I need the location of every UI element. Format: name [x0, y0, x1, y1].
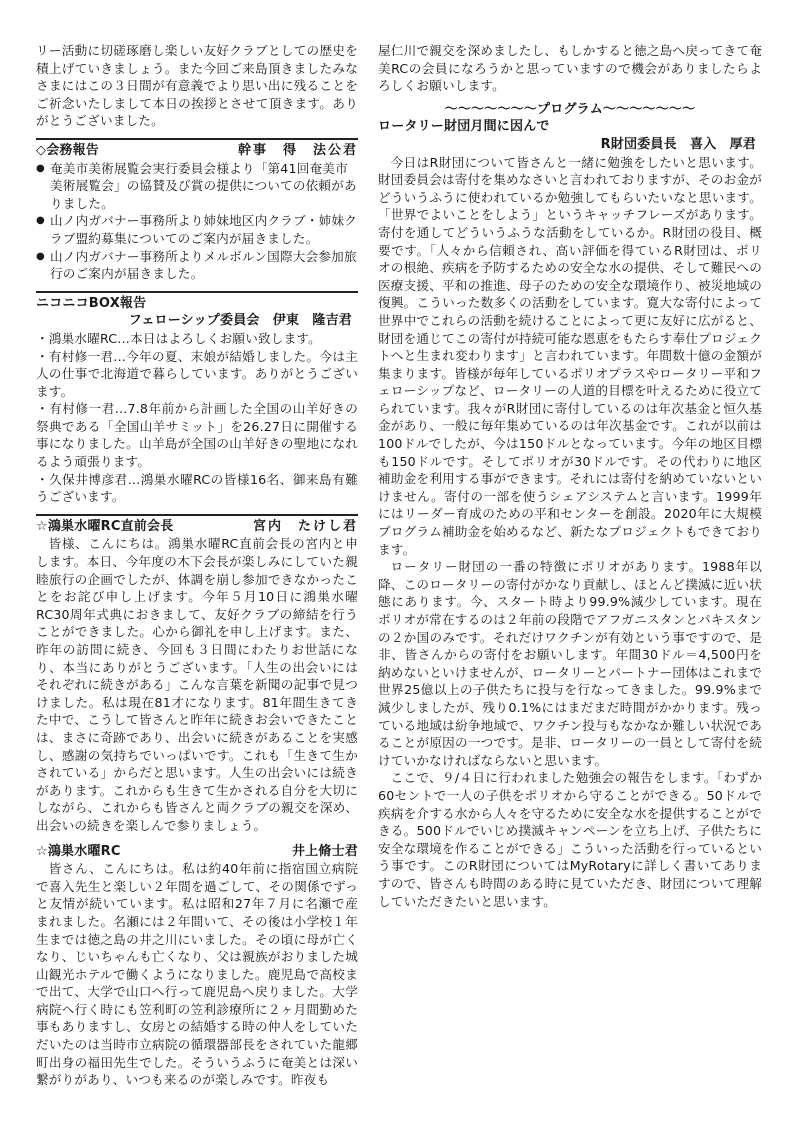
list-item: ● 山ノ内ガバナー事務所よりメルボルン国際大会参加旅行のご案内が届きました。 [36, 248, 358, 283]
program-title: ロータリー財団月間に因んで [378, 119, 550, 135]
nikoniko-section [36, 291, 358, 506]
konosu-inoue-header [36, 843, 358, 861]
program-speaker: R財団委員長 喜入 厚君 [600, 136, 756, 152]
konosu-past-speaker: 宮内 たけし君 [252, 518, 358, 534]
left-column [36, 42, 358, 1089]
konosu-past-paragraph: 皆様、こんにちは。鴻巣水曜RC直前会長の宮内と申します。本日、今年度の木下会長が楽しみにしていた親睦旅行の企画でしたが、体調を崩し参加できなかったことをお詫び申し上げます。今年５月10日に鴻巣水曜RC30周年式典におきまして、友好クラブの締結を行うことができました。心から御礼を申し上げます。また、昨年の訪問に続き、今回も３日間にわたりお世話になり、本当にありがとうございます。「人生の出会いにはそれぞれに続きがある」こんな言葉を新聞の記事で見つけました。私は現在81才になります。81年間生きてきた中で、こうして皆さんと昨年に続きお会いできたことは、まさに奇跡であり、出会いに続きがあることを実感し、感謝の気持ちでいっぱいです。これも「生きて生かされている」からだと思います。人生の出会いには続きがあります。これからも生きて生かされる自分を大切にしながら、これからも皆さんと両クラブの親交を深め、出会いの続きを楽しんで参りましょう。 [36, 536, 358, 833]
konosu-past-section [36, 514, 358, 835]
list-item: ・有村修一君…7.8年前から計画した全国の山羊好きの祭典である「全国山羊サミット」を26.27日に開催する事になりました。山羊島が全国の山羊好きの聖地になれるよう頑張ります。 [36, 401, 358, 470]
program-paragraph-2: ロータリー財団の一番の特徴にポリオがあります。1988年以降、このロータリーの寄付がかなり貢献し、ほとんど撲滅に近い状態にあります。今、スタート時より99.9%減少しています。現在ポリオが常在するのは２年前の段階でアフガニスタンとパキスタンの２か国のみです。それだけワクチンが有効という事ですので、是非、皆さんからの寄付をお願いします。年間30ドル＝4,500円を納めないといけませんが、ロータリーとパートナー団体はこれまで世界25億以上の子供たちに投与を行なってきました。99.9%まで減少しましたが、残り0.1%にはまだまだ時間がかかります。残っている地域は紛争地域で、ワクチン投与もなかなか難しい状況であることが原因の一つです。是非、ロータリーの一員として寄付を続けていかなければならないと思います。 [378, 559, 762, 768]
right-column [378, 42, 762, 910]
program-paragraph-1: 今日はR財団について皆さんと一緒に勉強をしたいと思います。財団委員会は寄付を集めなさいと言われておりますが、そのお金がどういうふうに使われているか勉強してもらいたいなと思います。「世界でよいことをしよう」というキャッチフレーズがあります。寄付を通してどういうふうな活動をしているか。R財団の役目、概要です。「人々から信頼され、高い評価を得ているR財団は、ポリオの根絶、疾病を予防するための安全な水の提供、そして難民への医療支援、平和の推進、母子のための安全な環境作り、被災地域の復興。こういった数多くの活動をしています。寛大な寄付によって世界中でこれらの活動を続けることによって更に友好に広がると、財団を通じてこの寄付が持続可能な恩恵をもたらす奉仕プロジェクトへと生まれ変わります」と言われています。年間数十億の金額が集まります。皆様が毎年しているポリオプラスやロータリー平和フェローシップなど、ロータリーの人道的目標を叶えるために役立てられています。我々がR財団に寄付しているのは年次基金と恒久基金があり、一般に毎年集めているのは年次基金です。これが以前は100ドルでしたが、今は150ドルとなっています。今年の地区目標も150ドルです。そしてポリオが30ドルです。その代わりに地区補助金を利用する事ができます。それには寄付を納めていないといけません。寄付の一部を使うシェアシステムと言います。1999年にはリーダー育成のための平和センターを創設。2020年に大規模プログラム補助金を始めるなど、新たなプロジェクトもできております。 [378, 154, 762, 557]
nikoniko-title: ニコニコBOX報告 [36, 295, 147, 311]
program-banner: 〜〜〜〜〜〜〜プログラム〜〜〜〜〜〜〜 [444, 101, 696, 117]
konosu-inoue-section [36, 843, 358, 1089]
kaimu-header [36, 142, 358, 160]
list-item: ● 山ノ内ガバナー事務所より姉妹地区内クラブ・姉妹クラブ盟約募集についてのご案内が届きました。 [36, 212, 358, 247]
kaimu-list [36, 160, 358, 283]
konosu-inoue-paragraph: 皆さん、こんにちは。私は約40年前に指宿国立病院で喜入先生と楽しい２年間を過ごして、その関係でずっと友情が続いています。私は昭和27年７月に名瀬で産まれました。名瀬には２年間いて、その後は小学校１年生までは徳之島の井之川にいました。その頃に母が亡くなり、じいちゃんも亡くなり、父は親族がおりました城山観光ホテルで働くようになりました。鹿児島で高校まで出て、大学で山口へ行って鹿児島へ戻りました。大学病院へ行く時にも笠利町の笠利診療所に２ヶ月間勤めた事もありますし、女房との結婚する時の仲人をしていただいたのは当時市立病院の循環器部長をされていた龍郷町出身の福田先生でした。そういうふうに奄美とは深い繋がりがあり、いつも来るのが楽しみです。昨夜も [36, 861, 358, 1088]
list-item: ・久保井博彦君…鴻巣水曜RCの皆様16名、御来島有難うございます。 [36, 471, 358, 505]
konosu-past-title: ☆鴻巣水曜RC直前会長 [36, 518, 174, 534]
kaimu-title: ◇会務報告 [36, 142, 99, 158]
kaimu-speaker: 幹事 得 法公君 [237, 142, 358, 158]
list-item: ・鴻巣水曜RC…本日はよろしくお願い致します。 [36, 330, 321, 346]
program-paragraph-3: ここで、９/４日に行われました勉強会の報告をします。「わずか60セントで一人の子供をポリオから守ることができる。50ドルで疾病を介する水から人々を守るために安全な水を提供することができる。500ドルでいじめ撲滅キャンペーンを立ち上げ、子供たちに安全な環境を作ることができる」こういった活動を行っているという事です。このR財団についてはMyRotaryに詳しく書いてありますので、皆さんも時間のある時に見ていただき、財団について理解していただきたいと思います。 [378, 770, 762, 909]
nikoniko-header [36, 295, 358, 313]
konosu-inoue-speaker: 井上脩士君 [291, 843, 358, 859]
list-item: ● 奄美市美術展覧会実行委員会様より「第41回奄美市美術展覧会」の協賛及び賞の提供についての依頼がありました。 [36, 160, 358, 213]
intro-paragraph: リー活動に切磋琢磨し楽しい友好クラブとしての歴史を積上げていきましょう。また今回ご来島頂きましたみなさまにはこの３日間が有意義でより思い出に残ることをご祈念いたしまして本日の挨拶とさせて頂きます。ありがとうございました。 [36, 43, 358, 129]
nikoniko-speaker: フェローシップ委員会 伊東 隆吉君 [128, 313, 352, 329]
inoue-continued-paragraph: 屋仁川で親交を深めましたし、もしかすると徳之島へ戻ってきて奄美RCの会員になろうかと思っていますので機会がありましたらよろしくお願いします。 [378, 43, 762, 94]
konosu-inoue-title: ☆鴻巣水曜RC [36, 843, 121, 859]
konosu-past-header [36, 518, 358, 536]
kaimu-section [36, 138, 358, 283]
list-item: ・有村修一君…今年の夏、末娘が結婚しました。今は主人の仕事で北海道で暮らしています。ありがとうございます。 [36, 348, 358, 399]
